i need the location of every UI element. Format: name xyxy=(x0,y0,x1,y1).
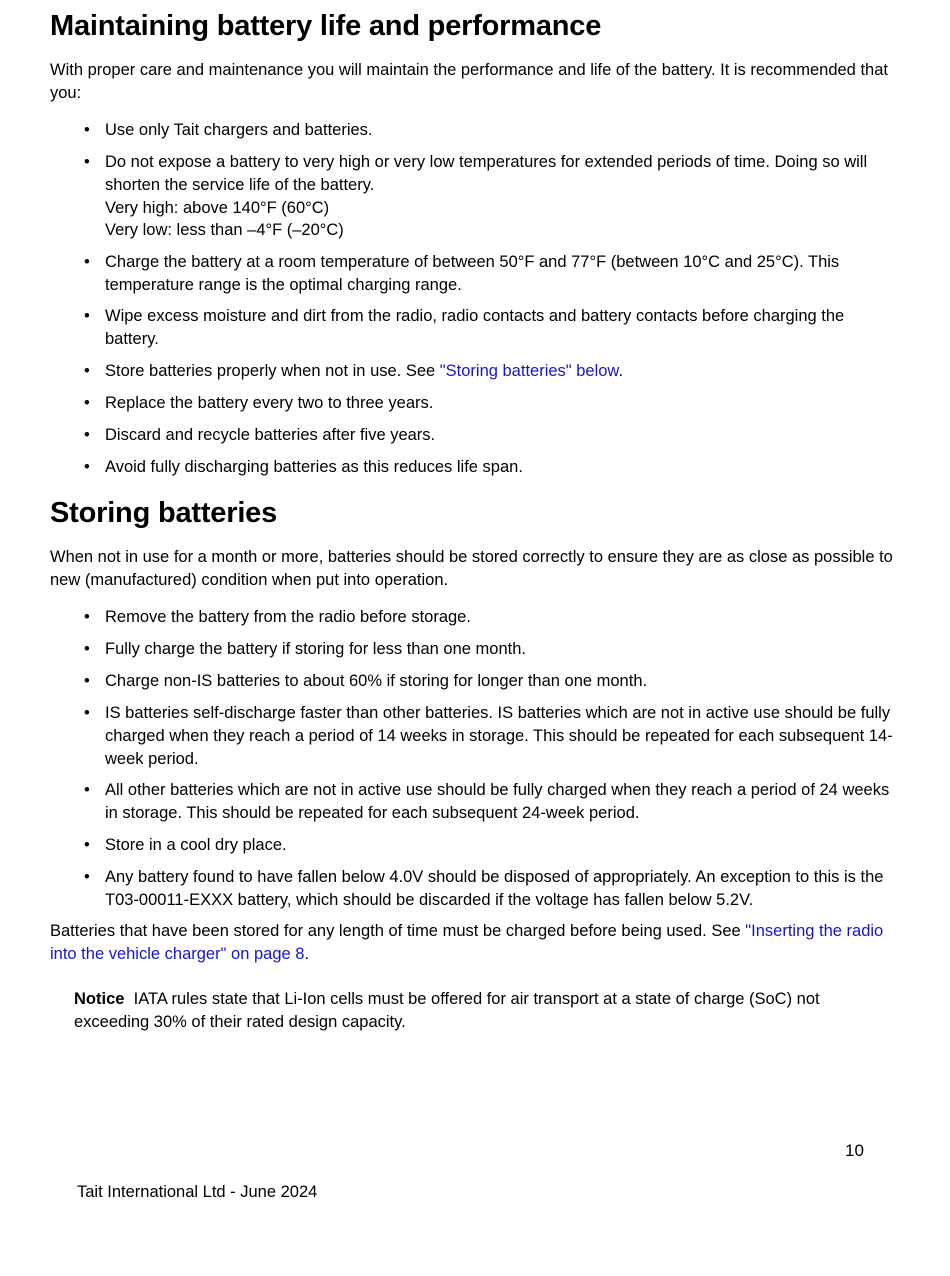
list-item-text-end: . xyxy=(618,362,624,380)
notice-box xyxy=(74,988,884,1034)
list-item-text: Discard and recycle batteries after five years. xyxy=(105,426,436,444)
list-item-text: Fully charge the battery if storing for less than one month. xyxy=(105,640,526,658)
notice-text: IATA rules state that Li-Ion cells must be offered for air transport at a state of charge (SoC) not exceeding 30% of their rated design capacity. xyxy=(74,990,820,1031)
closing-text: Batteries that have been stored for any length of time must be charged before being used. See xyxy=(50,922,746,940)
list-item xyxy=(84,251,900,297)
list-item-text: Store in a cool dry place. xyxy=(105,836,287,854)
list-item-text: Charge non-IS batteries to about 60% if storing for longer than one month. xyxy=(105,672,648,690)
list-item xyxy=(84,670,900,693)
page-number: 10 xyxy=(845,1141,864,1160)
list-item xyxy=(84,392,900,415)
footer-text: Tait International Ltd - June 2024 xyxy=(77,1183,318,1201)
closing-paragraph xyxy=(50,920,900,966)
list-item xyxy=(84,360,900,383)
list-item xyxy=(84,866,900,912)
list-item xyxy=(84,305,900,351)
bullet-glyph: • xyxy=(84,704,90,722)
list-item-text: Charge the battery at a room temperature of between 50°F and 77°F (between 10°C and 25°C). This temperature range is the optimal charging range. xyxy=(105,253,840,294)
list-item-text: Very low: less than –4°F (–20°C) xyxy=(105,221,344,240)
list-item xyxy=(84,151,900,242)
list-item xyxy=(84,456,900,479)
closing-text-end: . xyxy=(304,944,310,963)
list-item-text: Remove the battery from the radio before storage. xyxy=(105,608,471,626)
list-item-text: Do not expose a battery to very high or very low temperatures for extended periods of time. Doing so will shorten the service life of the battery. xyxy=(105,153,868,194)
list-item-text: All other batteries which are not in active use should be fully charged when they reach a period of 24 weeks in storage. This should be repeated for each subsequent 24-week period. xyxy=(105,781,890,822)
list-item xyxy=(84,606,900,629)
list-item-text: Any battery found to have fallen below 4.0V should be disposed of appropriately. An exception to this is the T03-00011-EXXX battery, which should be discarded if the voltage has fallen below 5.2V. xyxy=(105,868,884,909)
section-title-battery-life: Maintaining battery life and performance xyxy=(50,10,602,42)
list-item xyxy=(84,424,900,447)
bullet-glyph: • xyxy=(84,362,90,380)
list-item-text: Store batteries properly when not in use. See xyxy=(105,362,440,380)
list-item xyxy=(84,119,900,142)
bullet-glyph: • xyxy=(84,608,90,626)
bullet-glyph: • xyxy=(84,868,90,886)
list-item-text: Use only Tait chargers and batteries. xyxy=(105,121,373,139)
section-intro-storing-batteries: When not in use for a month or more, batteries should be stored correctly to ensure they are as close as possible to new (manufactured) condition when put into operation. xyxy=(50,548,893,589)
bullet-glyph: • xyxy=(84,458,90,476)
list-item-text: Wipe excess moisture and dirt from the radio, radio contacts and battery contacts before charging the battery. xyxy=(105,307,845,348)
list-item-text: Replace the battery every two to three years. xyxy=(105,394,434,412)
bullet-glyph: • xyxy=(84,307,90,325)
list-item xyxy=(84,779,900,825)
section-intro-battery-life: With proper care and maintenance you will maintain the performance and life of the battery. It is recommended that you: xyxy=(50,61,888,102)
inserting-radio-link[interactable]: "Inserting the radio into the vehicle charger" on page 8 xyxy=(50,922,884,963)
list-item-text: Very high: above 140°F (60°C) xyxy=(105,198,330,217)
bullet-glyph: • xyxy=(84,394,90,412)
list-item xyxy=(84,638,900,661)
bullet-glyph: • xyxy=(84,836,90,854)
list-item xyxy=(84,702,900,770)
bullet-glyph: • xyxy=(84,781,90,799)
storing-batteries-link[interactable]: "Storing batteries" below xyxy=(439,362,619,380)
list-item-text: IS batteries self-discharge faster than other batteries. IS batteries which are not in active use should be fully charged when they reach a period of 14 weeks in storage. This should be repeated for each subsequent 14-week period. xyxy=(105,704,893,768)
bullet-glyph: • xyxy=(84,640,90,658)
bullet-glyph: • xyxy=(84,153,90,171)
section-title-storing-batteries: Storing batteries xyxy=(50,497,278,529)
bullet-glyph: • xyxy=(84,253,90,271)
bullet-glyph: • xyxy=(84,426,90,444)
list-item-text: Avoid fully discharging batteries as this reduces life span. xyxy=(105,458,523,476)
bullet-glyph: • xyxy=(84,672,90,690)
bullet-glyph: • xyxy=(84,121,90,139)
list-item xyxy=(84,834,900,857)
notice-label: Notice xyxy=(74,990,125,1008)
